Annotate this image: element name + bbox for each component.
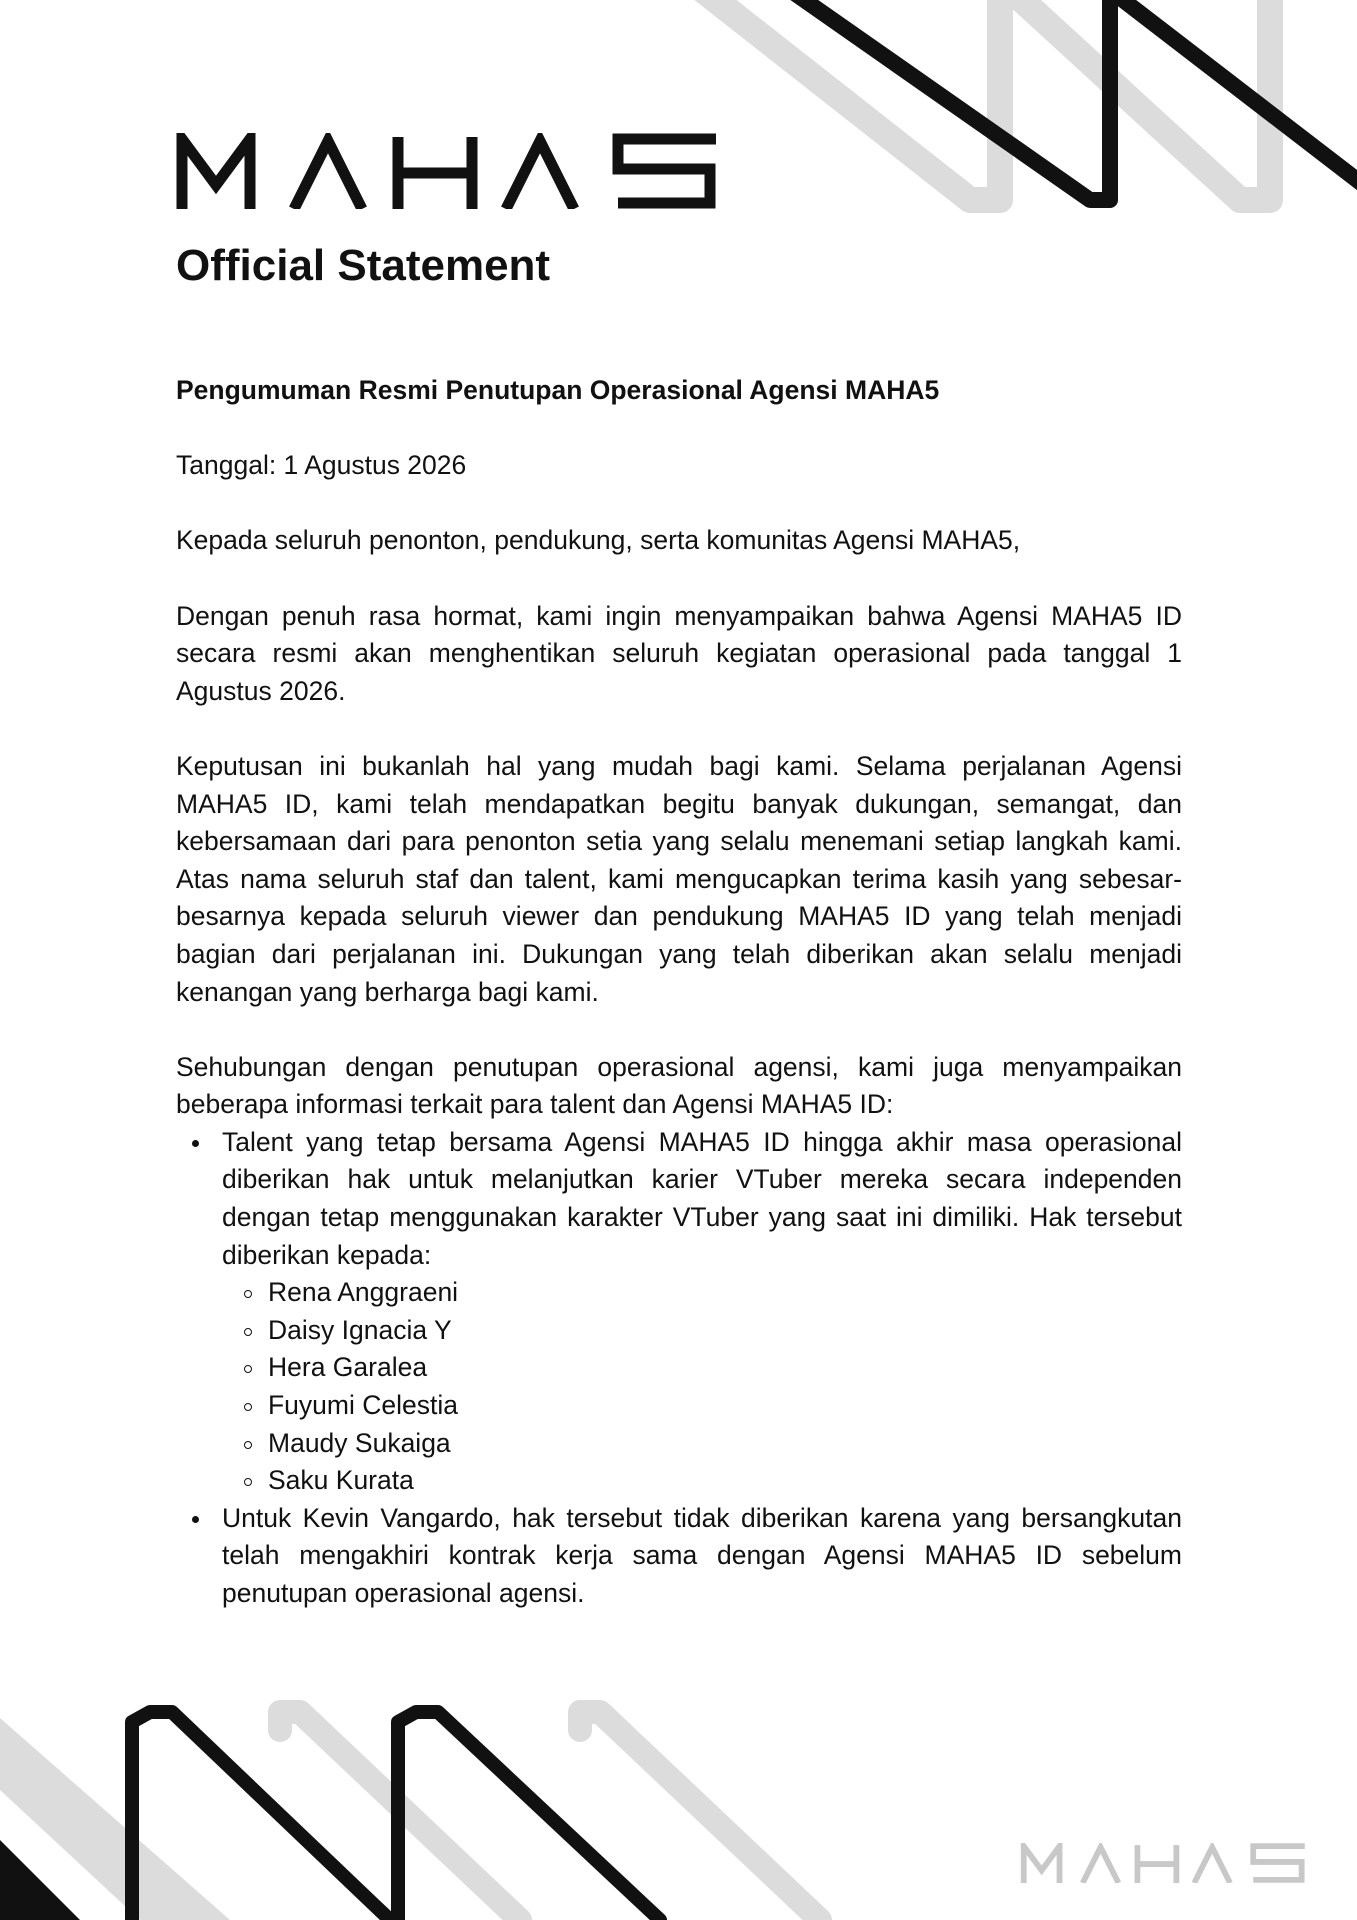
statement-body — [176, 372, 1182, 1613]
bullet-kevin-exception: Untuk Kevin Vangardo, hak tersebut tidak diberikan karena yang bersangkutan telah mengakhiri kontrak kerja sama dengan Agensi MAHA5 ID sebelum penutupan operasional agensi. — [222, 1502, 1182, 1608]
talent-item: Saku Kurata — [268, 1462, 1182, 1500]
page-title: Official Statement — [176, 241, 551, 290]
talent-item: Fuyumi Celestia — [268, 1387, 1182, 1425]
paragraph-closure: Dengan penuh rasa hormat, kami ingin menyampaikan bahwa Agensi MAHA5 ID secara resmi akan menghentikan seluruh kegiatan operasional pada tanggal 1 Agustus 2026. — [176, 600, 1182, 706]
maha5-logo — [176, 133, 721, 209]
bullet-independent-rights: Talent yang tetap bersama Agensi MAHA5 ID hingga akhir masa operasional diberikan hak untuk melanjutkan karier VTuber mereka secara independen dengan tetap menggunakan karakter VTuber yang saat ini dimiliki. Hak tersebut diberikan kepada: — [222, 1126, 1182, 1270]
talent-list — [222, 1274, 1182, 1500]
date-line: Tanggal: 1 Agustus 2026 — [176, 450, 467, 481]
talent-item: Hera Garalea — [268, 1349, 1182, 1387]
list-item — [222, 1124, 1182, 1500]
statement-heading: Pengumuman Resmi Penutupan Operasional Agensi MAHA5 — [176, 375, 940, 405]
talent-item: Maudy Sukaiga — [268, 1425, 1182, 1463]
talent-item: Rena Anggraeni — [268, 1274, 1182, 1312]
paragraph-thanks: Keputusan ini bukanlah hal yang mudah bagi kami. Selama perjalanan Agensi MAHA5 ID, kami telah mendapatkan begitu banyak dukungan, semangat, dan kebersamaan dari para penonton setia yang selalu menemani setiap langkah kami. Atas nama seluruh staf dan talent, kami mengucapkan terima kasih yang sebesar-besarnya kepada seluruh viewer dan pendukung MAHA5 ID yang telah menjadi bagian dari perjalanan ini. Dukungan yang telah diberikan akan selalu menjadi kenangan yang berharga bagi kami. — [176, 750, 1182, 1007]
paragraph-talent-info: Sehubungan dengan penutupan operasional agensi, kami juga menyampaikan beberapa informasi terkait para talent dan Agensi MAHA5 ID: — [176, 1051, 1182, 1120]
list-item — [222, 1500, 1182, 1613]
talent-item: Daisy Ignacia Y — [268, 1312, 1182, 1350]
salutation: Kepada seluruh penonton, pendukung, serta komunitas Agensi MAHA5, — [176, 525, 1021, 556]
talent-info-list — [176, 1124, 1182, 1613]
maha5-footer-logo — [1019, 1843, 1309, 1883]
